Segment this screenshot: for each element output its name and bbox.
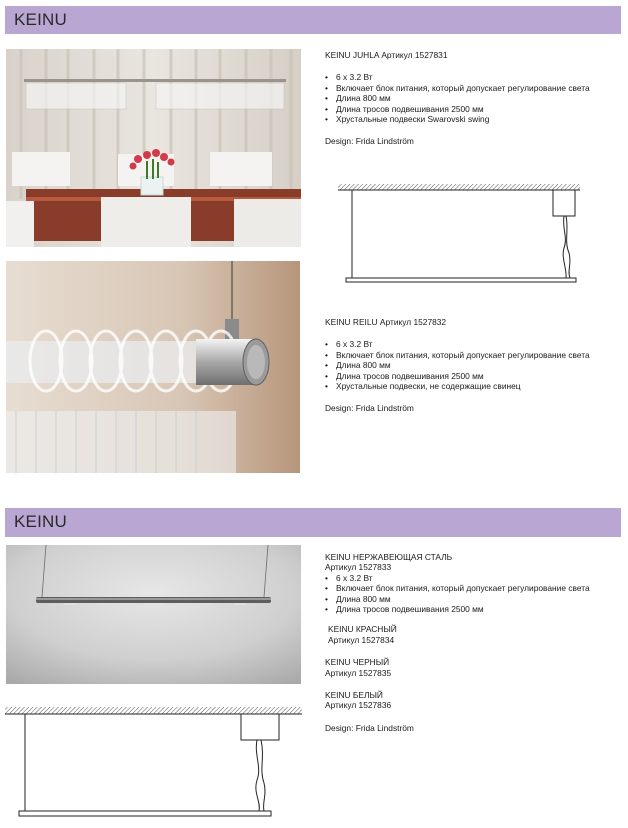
keinu-steel-dimension-drawing [5,705,302,821]
spec-list [325,72,625,124]
section-header [5,508,621,537]
variant-name: KEINU КРАСНЫЙ [328,624,397,635]
keinu-reilu-info [325,317,625,414]
product-heading [325,50,625,60]
product-name: KEINU JUHLA [325,50,379,60]
spec-item: • Длина 800 мм [325,594,625,604]
product-name: KEINU REILU [325,317,378,327]
spec-item: • Длина тросов подвешивания 2500 мм [325,104,625,114]
variant-article: Артикул 1527834 [328,634,395,645]
variant-white [325,690,625,711]
product-heading [325,317,625,327]
spec-item: • Длина тросов подвешивания 2500 мм [325,604,625,614]
article-line: Артикул 1527833 [325,562,392,573]
variant-name: KEINU ЧЕРНЫЙ [325,657,390,668]
variant-name: KEINU БЕЛЫЙ [325,690,383,701]
spec-list [325,339,625,391]
article-number: 1527832 [413,317,447,327]
variant-black [325,657,625,678]
variant-article: Артикул 1527835 [325,667,392,678]
product-name: KEINU НЕРЖАВЕЮЩАЯ СТАЛЬ [325,552,453,562]
spec-item: • Хрустальные подвески Swarovski swing [325,114,625,124]
keinu-steel-photo [6,545,301,684]
variant-article: Артикул 1527836 [325,700,392,711]
spec-item: • Включает блок питания, который допускает регулирование света [325,583,625,593]
variant-red [325,624,625,645]
article-number: 1527831 [414,50,448,60]
section-title: KEINU [14,10,67,29]
spec-item: • 6 x 3.2 Вт [325,573,625,583]
spec-list [325,573,625,615]
keinu-reilu-photo [6,261,300,473]
keinu-juhla-photo [6,49,301,247]
designer-credit: Design: Frida Lindström [325,722,414,733]
article-label: Артикул [381,50,413,60]
spec-item: • Длина тросов подвешивания 2500 мм [325,371,625,381]
keinu-juhla-info [325,50,625,147]
section-header [5,6,621,34]
spec-item: • 6 x 3.2 Вт [325,72,625,82]
spec-item: • Длина 800 мм [325,93,625,103]
designer-credit: Design: Frida Lindström [325,403,414,414]
spec-item: • 6 x 3.2 Вт [325,339,625,349]
spec-item: • Хрустальные подвески, не содержащие свинец [325,381,625,391]
section-title: KEINU [14,512,67,531]
keinu-steel-info [325,552,625,733]
spec-item: • Включает блок питания, который допускает регулирование света [325,350,625,360]
article-label: Артикул [379,317,412,327]
keinu-juhla-dimension-drawing [338,183,580,285]
spec-item: • Включает блок питания, который допускает регулирование света [325,83,625,93]
spec-item: • Длина 800 мм [325,360,625,370]
designer-credit: Design: Frida Lindström [325,136,414,147]
